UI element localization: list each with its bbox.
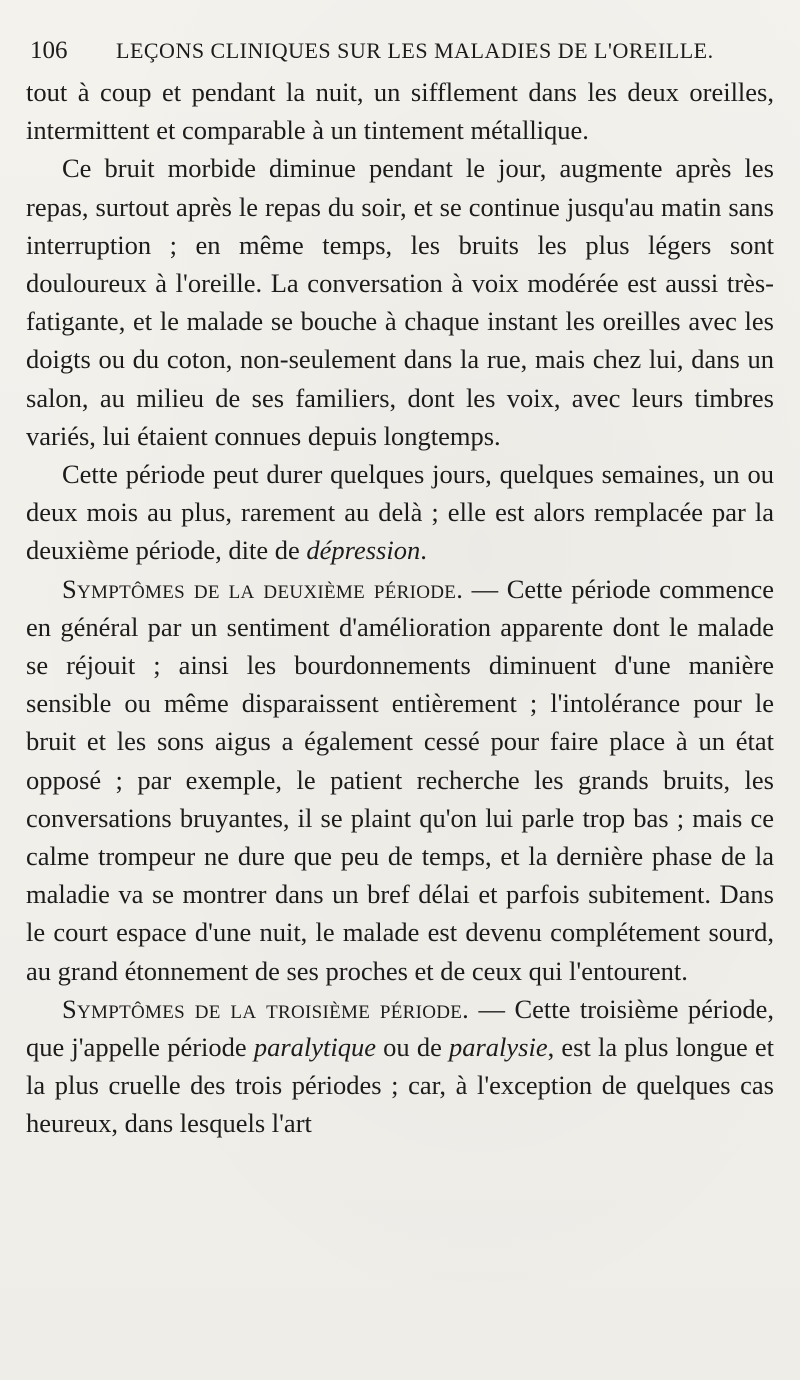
page-number: 106 (30, 37, 68, 64)
section-heading-third-period: Symptômes de la troisième période. (62, 993, 470, 1024)
paragraph-5-text-end: , est la plus longue et la plus cruelle des trois périodes ; car, à l'exception de quelques cas heureux, dans lesquels l'art (26, 1032, 774, 1139)
paragraph-5-text-mid: ou de (376, 1032, 449, 1063)
paragraph-4-text: — Cette période commence en général par un sentiment d'amélioration apparente dont le malade se réjouit ; ainsi les bourdonnements diminuent d'une manière sensible ou même disparaissent entièrement ; l'intolérance pour le bruit et les sons aigus a également cessé pour faire place à un état opposé ; par exemple, le patient recherche les grands bruits, les conversations bruyantes, il se plaint qu'on lui parle trop bas ; mais ce calme trompeur ne dure que peu de temps, et la dernière phase de la maladie va se montrer dans un bref délai et parfois subitement. Dans le court espace d'une nuit, le malade est devenu complétement sourd, au grand étonnement de ses proches et de ceux qui l'entourent. (26, 573, 774, 986)
paragraph-3-italic: dépression (306, 535, 421, 566)
page-header (30, 34, 765, 68)
paragraph-2-text: Ce bruit morbide diminue pendant le jour, augmente après les repas, surtout après le repas du soir, et se continue jusqu'au matin sans interruption ; en même temps, les bruits les plus légers sont douloureux à l'oreille. La conversation à voix modérée est aussi très-fatigante, et le malade se bouche à chaque instant les oreilles avec les doigts ou du coton, non-seulement dans la rue, mais chez lui, dans un salon, au milieu de ses familiers, dont les voix, avec leurs timbres variés, lui étaient connues depuis longtemps. (26, 153, 774, 451)
paragraph-3-text: Cette période peut durer quelques jours, quelques semaines, un ou deux mois au plus, rarement au delà ; elle est alors remplacée par la deuxième période, dite de (26, 459, 774, 566)
paragraph-1-text: tout à coup et pendant la nuit, un sifflement dans les deux oreilles, intermittent et comparable à un tintement métallique. (26, 77, 774, 146)
paragraph-5-italic-1: paralytique (253, 1032, 377, 1063)
paragraph-2 (26, 149, 774, 455)
running-title: LEÇONS CLINIQUES SUR LES MALADIES DE L'OREILLE. (116, 38, 714, 63)
paragraph-3-text-end: . (420, 535, 427, 566)
paragraph-4 (26, 570, 774, 990)
paragraph-5 (26, 990, 774, 1143)
body-text (26, 73, 774, 1143)
paragraph-5-italic-2: paralysie (448, 1032, 548, 1063)
paragraph-5-text: — Cette troisième période, que j'appelle période (26, 993, 774, 1063)
section-heading-second-period: Symptômes de la deuxième période. (62, 573, 464, 604)
paragraph-3 (26, 455, 774, 570)
paragraph-1 (26, 73, 774, 149)
